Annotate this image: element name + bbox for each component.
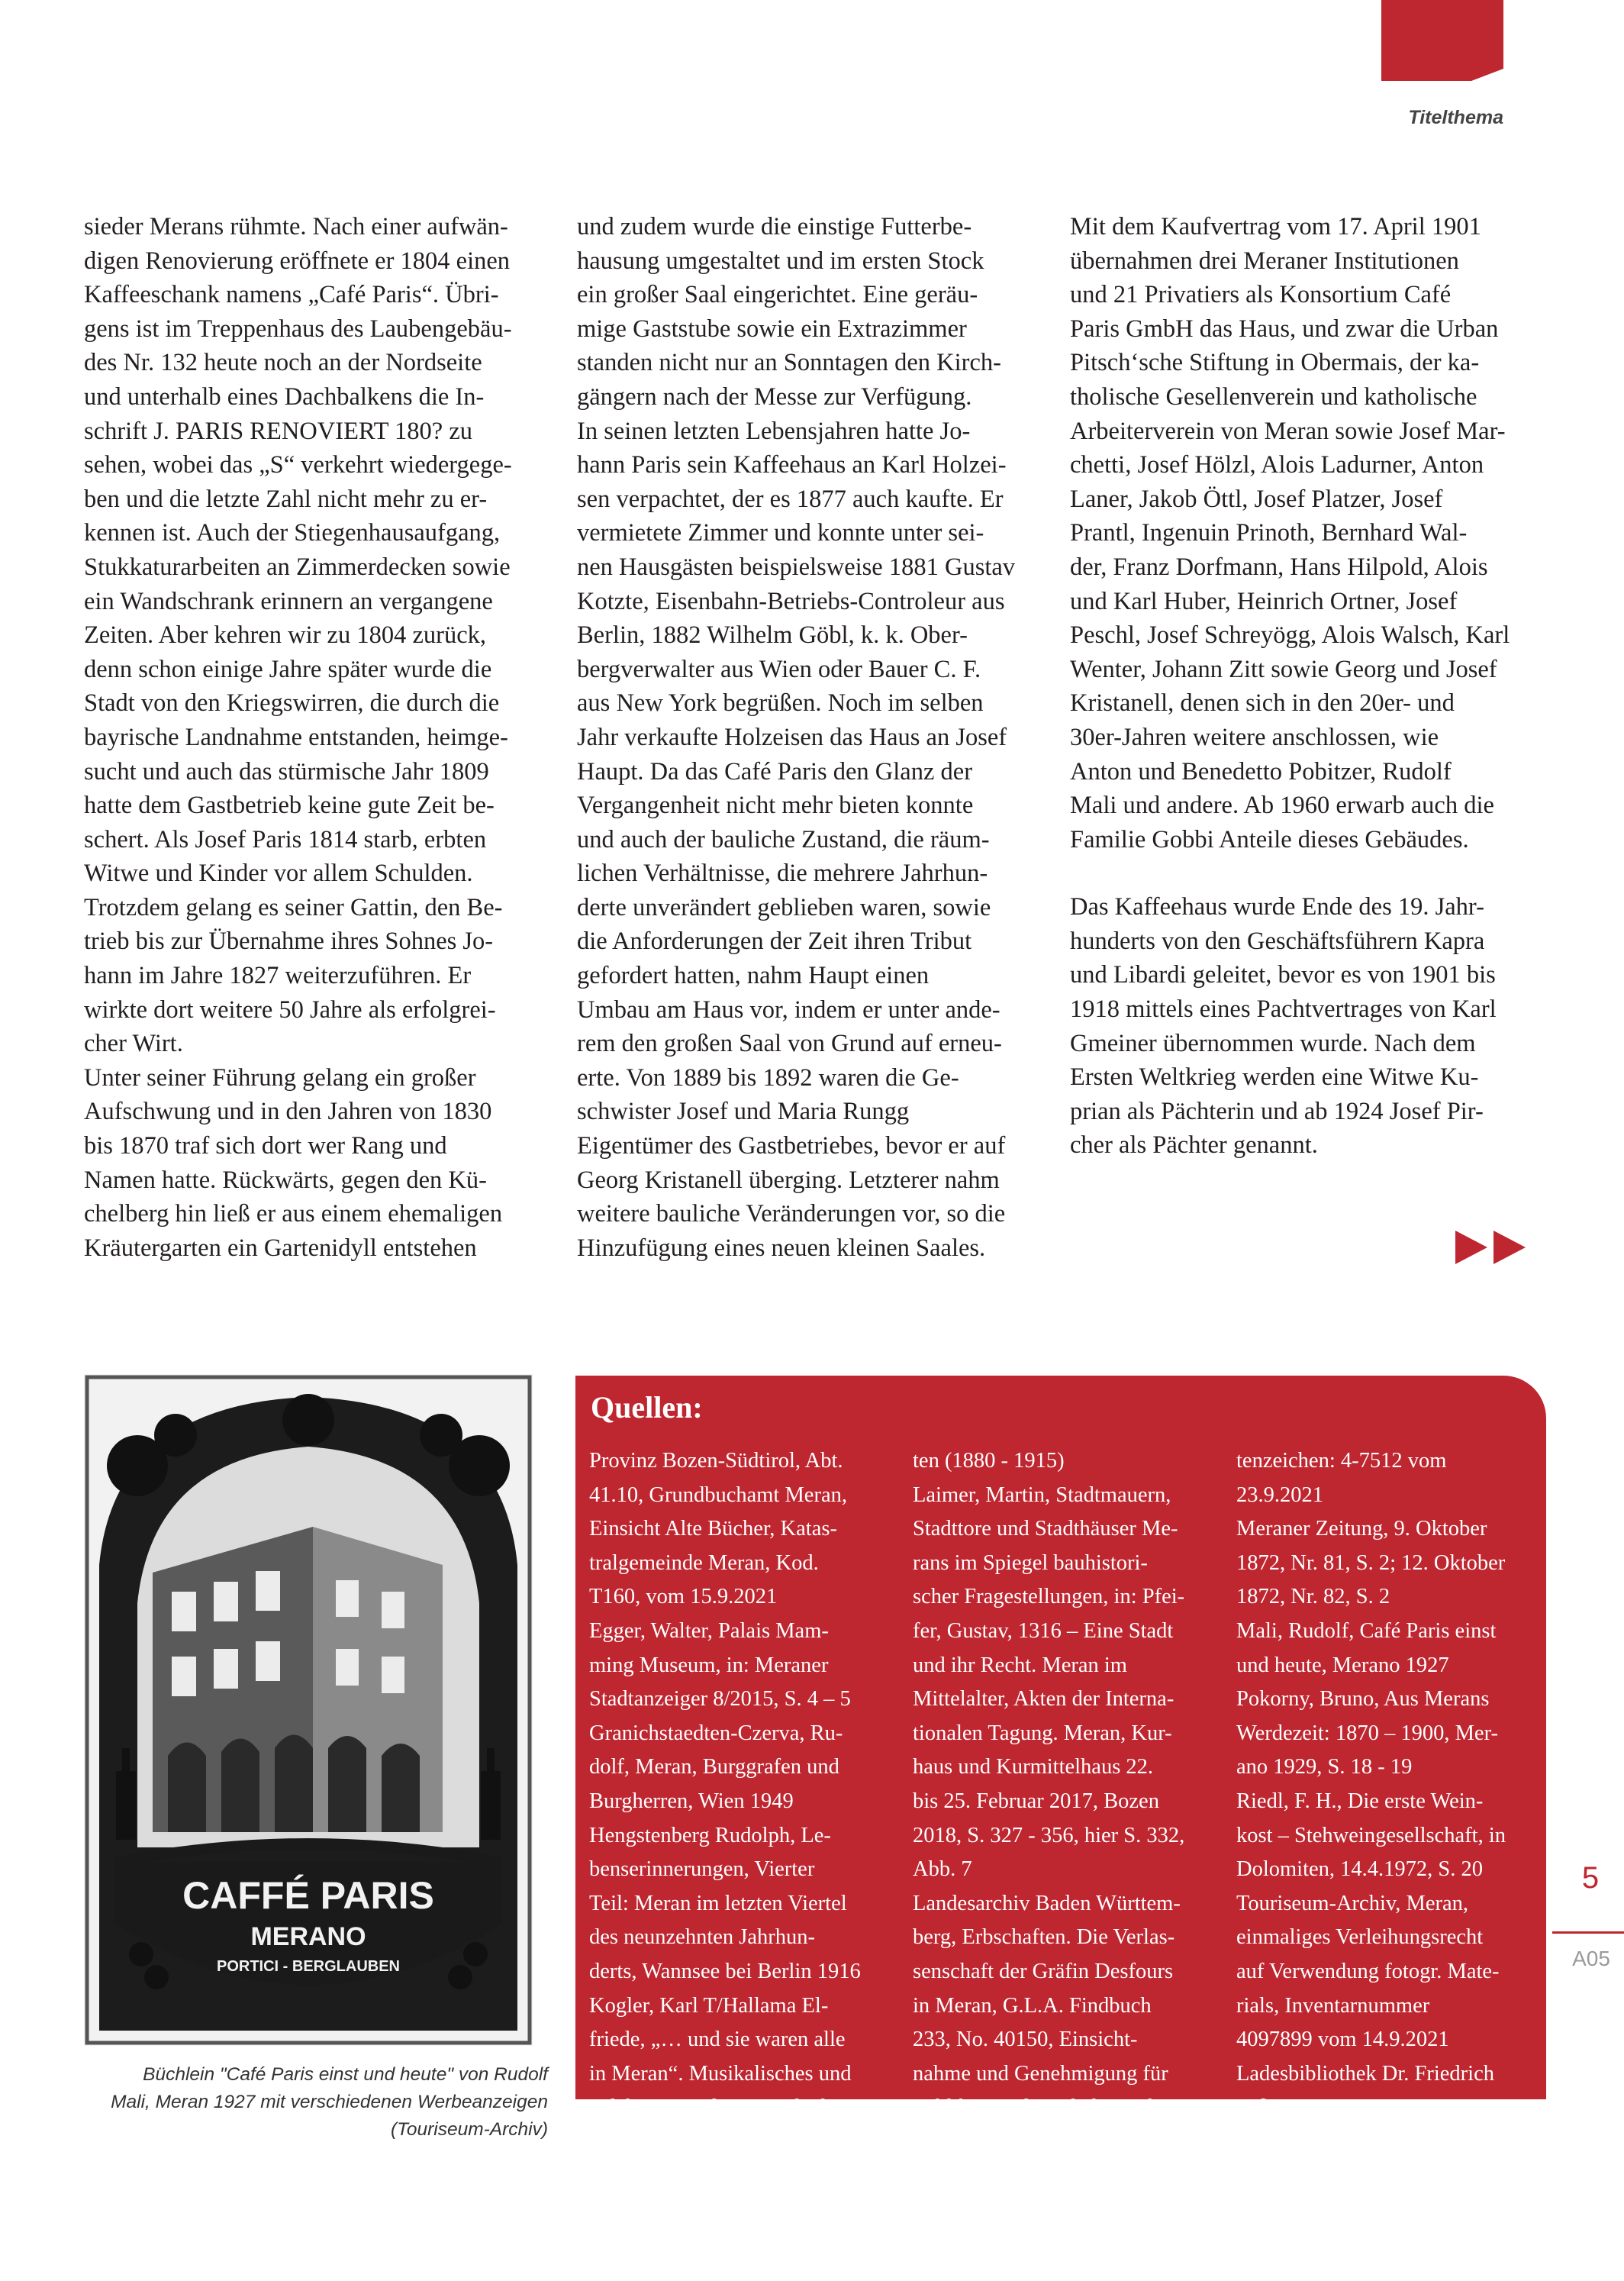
article-line: Peschl, Josef Schreyögg, Alois Walsch, Karl [1070,621,1510,650]
article-line: schert. Als Josef Paris 1814 starb, erbten [84,825,487,853]
source-line: nahme und Genehmigung für [913,2061,1168,2086]
article-line: ein Wandschrank erinnern an vergangene [84,587,493,615]
article-line: 1918 mittels eines Pachtvertrages von Karl [1070,995,1497,1024]
article-line: der, Franz Dorfmann, Hans Hilpold, Alois [1070,553,1488,581]
source-line: Granichstaedten-Czerva, Ru- [589,1721,843,1745]
article-line: gängern nach der Messe zur Verfügung. [577,382,972,411]
article-line: und Libardi geleitet, bevor es von 1901 bis [1070,961,1496,989]
article-line: Zeiten. Aber kehren wir zu 1804 zurück, [84,621,487,650]
article-line: kennen ist. Auch der Stiegenhausaufgang, [84,519,501,547]
caption-line: Büchlein "Café Paris einst und heute" von Rudolf [143,2064,548,2085]
article-line: chelberg hin ließ er aus einem ehemaligen [84,1200,503,1228]
article-line: Aufschwung und in den Jahren von 1830 [84,1098,492,1126]
source-line: ano 1929, S. 18 - 19 [1236,1755,1413,1779]
source-line: Egger, Walter, Palais Mam- [589,1618,829,1643]
source-line: und ihr Recht. Meran im [913,1653,1127,1677]
article-line: tholische Gesellenverein und katholische [1070,382,1477,411]
source-line: derts, Wannsee bei Berlin 1916 [589,1959,861,1983]
source-line: und heute, Merano 1927 [1236,1653,1449,1677]
article-line: Wenter, Johann Zitt sowie Georg und Josef [1070,655,1497,683]
source-line: Werdezeit: 1870 – 1900, Mer- [1236,1721,1498,1745]
article-line: trieb bis zur Übernahme ihres Sohnes Jo- [84,928,494,956]
article-line: Witwe und Kinder vor allem Schulden. [84,860,473,888]
source-line: dolf, Meran, Burggrafen und [589,1755,839,1779]
source-line: bis 25. Februar 2017, Bozen [913,1789,1159,1813]
source-line: 233, No. 40150, Einsicht- [913,2028,1138,2052]
article-line: nen Hausgästen beispielsweise 1881 Gustav [577,553,1016,581]
article-line: derte unverändert geblieben waren, sowie [577,893,991,921]
source-line: 41.10, Grundbuchamt Meran, [589,1482,847,1507]
article-line: wirkte dort weitere 50 Jahre als erfolgrei- [84,995,496,1024]
source-line: scher Fragestellungen, in: Pfei- [913,1585,1185,1609]
source-line: auf Verwendung fotogr. Mate- [1236,1959,1500,1983]
page-code: A05 [1572,1947,1610,1970]
article-line: Unter seiner Führung gelang ein großer [84,1063,476,1092]
source-line: Dolomiten, 14.4.1972, S. 20 [1236,1857,1484,1882]
article-line: Anton und Benedetto Pobitzer, Rudolf [1070,757,1452,786]
article-line: Kristanell, denen sich in den 20er- und [1070,689,1455,718]
source-line: Teßmann [1236,2095,1317,2120]
sources-column-1 [589,1444,891,2125]
article-line: Pitsch‘sche Stiftung in Obermais, der ka- [1070,349,1480,377]
article-line: hausung umgestaltet und im ersten Stock [577,247,984,275]
page-number: 5 [1581,1861,1600,1895]
source-line: Abb. 7 [913,1857,972,1882]
article-line: Vergangenheit nicht mehr bieten konnte [577,792,974,820]
sources-column-2 [913,1444,1214,2125]
source-line: benserinnerungen, Vierter [589,1857,815,1882]
source-line: haus und Kurmittelhaus 22. [913,1755,1154,1779]
article-line: Eigentümer des Gastbetriebes, bevor er auf [577,1132,1006,1160]
source-line: Teil: Meran im letzten Viertel [589,1891,847,1915]
article-line: cher als Pächter genannt. [1070,1131,1318,1160]
article-line: Umbau am Haus vor, indem er unter ande- [577,995,1000,1024]
article-line: schwister Josef und Maria Rungg [577,1098,910,1126]
article-line: übernahmen drei Meraner Institutionen [1070,247,1459,275]
sign-subtitle: PORTICI - BERGLAUBEN [217,1958,400,1975]
sign-title: CAFFÉ PARIS [182,1874,434,1917]
cafe-paris-advert-image [84,1374,533,2046]
article-line: gens ist im Treppenhaus des Laubengebäu- [84,315,512,343]
source-line: Einsicht Alte Bücher, Katas- [589,1517,837,1541]
article-line: standen nicht nur an Sonntagen den Kirch- [577,349,1001,377]
article-column-3 [1070,210,1543,1163]
source-line: Pokorny, Bruno, Aus Merans [1236,1687,1490,1712]
image-caption [84,2061,548,2144]
article-line: Ersten Weltkrieg werden eine Witwe Ku- [1070,1063,1479,1092]
article-line: mige Gaststube sowie ein Extrazimmer [577,315,967,343]
article-line: Kotzte, Eisenbahn-Betriebs-Controleur aus [577,587,1005,615]
article-line: chetti, Josef Hölzl, Alois Ladurner, Anton [1070,451,1484,479]
source-line: in Meran, G.L.A. Findbuch [913,1993,1152,2018]
source-line: Stadttore und Stadthäuser Me- [913,1517,1178,1541]
article-line: und unterhalb eines Dachbalkens die In- [84,382,485,411]
article-line: denn schon einige Jahre später wurde die [84,655,492,683]
source-line: Touriseum-Archiv, Meran, [1236,1891,1469,1915]
article-line: ein großer Saal eingerichtet. Eine geräu- [577,281,978,309]
source-line: Meraner Zeitung, 9. Oktober [1236,1517,1487,1541]
caption-line: (Touriseum-Archiv) [390,2119,548,2140]
source-line: Landesarchiv Baden Württem- [913,1891,1181,1915]
article-line: bergverwalter aus Wien oder Bauer C. F. [577,655,981,683]
sources-box [575,1376,1546,2120]
article-line: erte. Von 1889 bis 1892 waren die Ge- [577,1063,959,1092]
article-line: 30er-Jahren weitere anschlossen, wie [1070,723,1439,751]
article-line: Jahr verkaufte Holzeisen das Haus an Josef [577,723,1007,751]
article-line: Mali und andere. Ab 1960 erwarb auch die [1070,792,1494,820]
source-line: Hengstenberg Rudolph, Le- [589,1823,831,1847]
source-line: 1872, Nr. 81, S. 2; 12. Oktober [1236,1550,1506,1575]
article-line: In seinen letzten Lebensjahren hatte Jo- [577,417,971,445]
source-line: T160, vom 15.9.2021 [589,1585,778,1609]
article-line: Namen hatte. Rückwärts, gegen den Kü- [84,1166,487,1194]
article-line: rem den großen Saal von Grund auf erneu- [577,1030,1002,1058]
source-line: Publikation des Inhaltes: Ak- [913,2095,1166,2120]
source-line: 23.9.2021 [1236,1482,1323,1507]
article-line: hann im Jahre 1827 weiterzuführen. Er [84,962,472,990]
article-line: sen verpachtet, der es 1877 auch kaufte. Er [577,485,1004,513]
article-line: Laner, Jakob Öttl, Josef Platzer, Josef [1070,485,1443,513]
source-line: Stadtanzeiger 8/2015, S. 4 – 5 [589,1687,851,1712]
source-line: Ladesbibliothek Dr. Friedrich [1236,2061,1494,2086]
article-line: hunderts von den Geschäftsführern Kapra [1070,927,1485,955]
article-line: gefordert hatten, nahm Haupt einen [577,962,930,990]
article-line: Gmeiner übernommen wurde. Nach dem [1070,1029,1476,1057]
article-line: vermietete Zimmer und konnte unter sei- [577,519,984,547]
source-line: fer, Gustav, 1316 – Eine Stadt [913,1618,1174,1643]
article-paragraph-ownership [1070,210,1543,857]
section-label: Titelthema [1408,107,1503,128]
article-line: Mit dem Kaufvertrag vom 17. April 1901 [1070,213,1481,240]
article-line: weitere bauliche Veränderungen vor, so die [577,1200,1006,1228]
source-line: friede, „… und sie waren alle [589,2028,846,2052]
article-line: bayrische Landnahme entstanden, heimge- [84,723,508,751]
sources-title: Quellen: [591,1390,703,1424]
article-line: und 21 Privatiers als Konsortium Café [1070,281,1452,309]
double-arrow-right-icon [1454,1229,1530,1266]
article-line: lichen Verhältnisse, die mehrere Jahrhun- [577,860,988,888]
source-line: tralgemeinde Meran, Kod. [589,1550,819,1575]
article-line: Kaffeeschank namens „Café Paris“. Übri- [84,281,499,309]
article-line: Paris GmbH das Haus, und zwar die Urban [1070,315,1499,343]
article-column-1 [84,210,542,1265]
article-line: Stadt von den Kriegswirren, die durch die [84,689,500,718]
article-line: cher Wirt. [84,1030,183,1058]
article-line: Berlin, 1882 Wilhelm Göbl, k. k. Ober- [577,621,968,650]
sources-column-3 [1236,1444,1538,2125]
source-line: Adeliges aus den Fremdenlis- [589,2095,849,2120]
article-line: Trotzdem gelang es seiner Gattin, den Be- [84,893,503,921]
source-line: Provinz Bozen-Südtirol, Abt. [589,1449,843,1473]
article-line: und zudem wurde die einstige Futterbe- [577,213,972,240]
sign-city: MERANO [250,1922,366,1951]
source-line: Burgherren, Wien 1949 [589,1789,794,1813]
article-line: Arbeiterverein von Meran sowie Josef Mar- [1070,417,1506,445]
source-line: in Meran“. Musikalisches und [589,2061,852,2086]
article-line: sehen, wobei das „S“ verkehrt wiedergege- [84,451,512,479]
article-paragraph-managers [1070,890,1543,1163]
article-line: Georg Kristanell überging. Letzterer nahm [577,1166,1000,1194]
source-line: Mali, Rudolf, Café Paris einst [1236,1618,1497,1643]
article-line: Familie Gobbi Anteile dieses Gebäudes. [1070,825,1469,853]
source-line: rials, Inventarnummer [1236,1993,1430,2018]
article-line: des Nr. 132 heute noch an der Nordseite [84,349,482,377]
page-number-rule [1552,1931,1624,1934]
article-line: Das Kaffeehaus wurde Ende des 19. Jahr- [1070,893,1484,921]
article-line: Hinzufügung eines neuen kleinen Saales. [577,1234,986,1262]
article-line: prian als Pächterin und ab 1924 Josef Pir- [1070,1097,1484,1125]
article-column-2 [577,210,1035,1265]
article-line: digen Renovierung eröffnete er 1804 einen [84,247,511,275]
source-line: Kogler, Karl T/Hallama El- [589,1993,829,2018]
source-line: ming Museum, in: Meraner [589,1653,829,1677]
article-line: und auch der bauliche Zustand, die räum- [577,825,990,853]
article-line: schrift J. PARIS RENOVIERT 180? zu [84,417,473,445]
source-line: berg, Erbschaften. Die Verlas- [913,1925,1175,1950]
article-line: ben und die letzte Zahl nicht mehr zu er- [84,485,488,513]
source-line: tenzeichen: 4-7512 vom [1236,1449,1447,1473]
article-line: und Karl Huber, Heinrich Ortner, Josef [1070,587,1458,615]
source-line: Laimer, Martin, Stadtmauern, [913,1482,1171,1507]
source-line: 1872, Nr. 82, S. 2 [1236,1585,1390,1609]
article-line: Haupt. Da das Café Paris den Glanz der [577,757,973,786]
source-line: 2018, S. 327 - 356, hier S. 332, [913,1823,1185,1847]
caption-line: Mali, Meran 1927 mit verschiedenen Werbeanzeigen [111,2092,548,2112]
article-line: bis 1870 traf sich dort wer Rang und [84,1132,447,1160]
article-line: die Anforderungen der Zeit ihren Tribut [577,928,972,956]
article-line: hatte dem Gastbetrieb keine gute Zeit be- [84,792,495,820]
article-line: hann Paris sein Kaffeehaus an Karl Holzei- [577,451,1007,479]
header-ribbon [1381,0,1503,81]
article-line: Prantl, Ingenuin Prinoth, Bernhard Wal- [1070,519,1468,547]
article-line: sieder Merans rühmte. Nach einer aufwän- [84,213,508,240]
source-line: Mittelalter, Akten der Interna- [913,1687,1174,1712]
source-line: kost – Stehweingesellschaft, in [1236,1823,1506,1847]
source-line: einmaliges Verleihungsrecht [1236,1925,1484,1950]
source-line: senschaft der Gräfin Desfours [913,1959,1174,1983]
source-line: des neunzehnten Jahrhun- [589,1925,815,1950]
source-line: rans im Spiegel bauhistori- [913,1550,1148,1575]
source-line: Riedl, F. H., Die erste Wein- [1236,1789,1484,1813]
source-line: ten (1880 - 1915) [913,1449,1065,1473]
article-line: Kräutergarten ein Gartenidyll entstehen [84,1234,477,1262]
source-line: 4097899 vom 14.9.2021 [1236,2028,1449,2052]
article-line: aus New York begrüßen. Noch im selben [577,689,984,718]
article-line: Stukkaturarbeiten an Zimmerdecken sowie [84,553,511,581]
article-line: sucht und auch das stürmische Jahr 1809 [84,757,489,786]
source-line: tionalen Tagung. Meran, Kur- [913,1721,1172,1745]
